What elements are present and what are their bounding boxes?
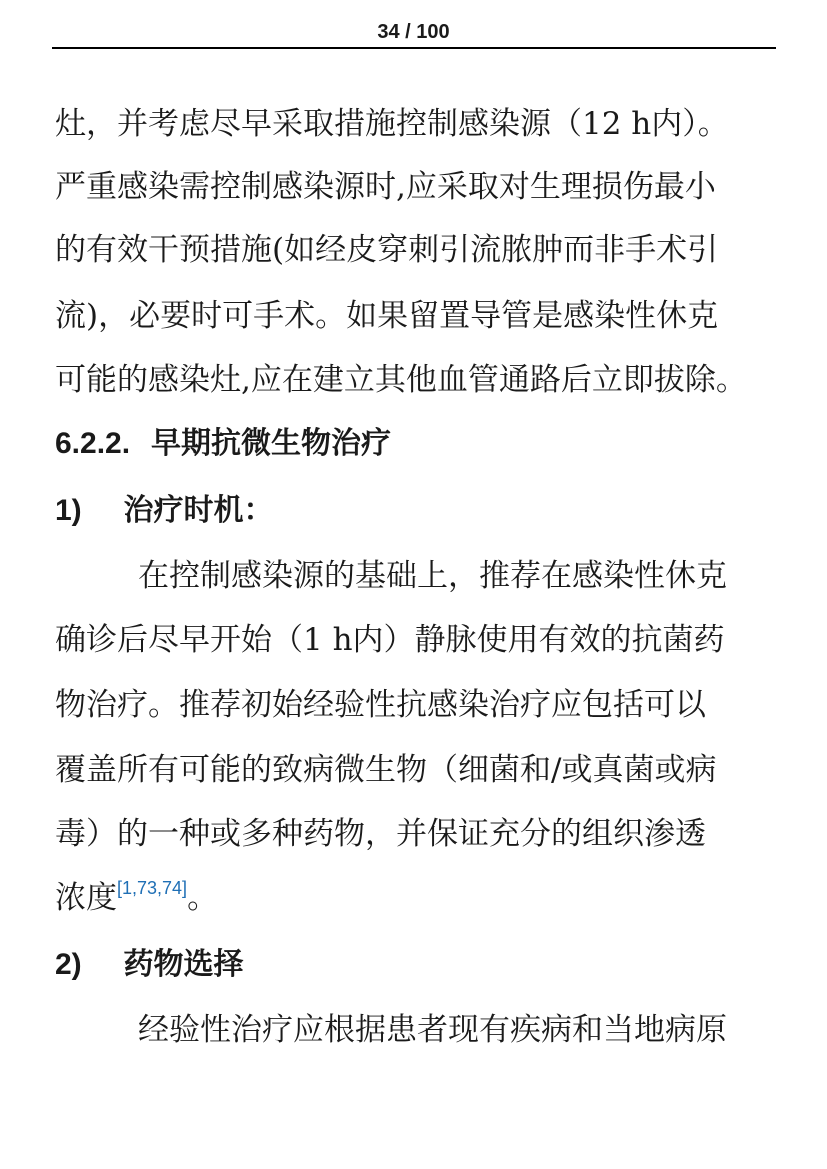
item-number: 1) (55, 494, 82, 527)
body-line: 确诊后尽早开始（1 h内）静脉使用有效的抗菌药 (55, 622, 725, 658)
body-line: 严重感染需控制感染源时,应采取对生理损伤最小 (55, 169, 716, 205)
body-line: 灶，并考虑尽早采取措施控制感染源（12 h内）。 (55, 106, 729, 142)
body-line: 经验性治疗应根据患者现有疾病和当地病原 (138, 1012, 727, 1048)
item-title: 治疗时机： (123, 493, 274, 528)
body-line: 物治疗。推荐初始经验性抗感染治疗应包括可以 (55, 687, 706, 723)
body-line: 流)，必要时可手术。如果留置导管是感染性休克 (55, 298, 719, 334)
body-text: 。 (187, 880, 219, 916)
item-heading-drug-selection (55, 945, 243, 985)
body-line: 覆盖所有可能的致病微生物（细菌和/或真菌或病 (55, 752, 717, 788)
body-line: 可能的感染灶,应在建立其他血管通路后立即拔除。 (55, 362, 747, 398)
body-line: 的有效干预措施(如经皮穿刺引流脓肿而非手术引 (55, 232, 719, 268)
item-title: 药物选择 (123, 947, 244, 982)
item-number: 2) (55, 948, 82, 981)
page-indicator: 34 / 100 (377, 21, 450, 43)
body-line: 在控制感染源的基础上，推荐在感染性休克 (138, 558, 727, 594)
section-heading (55, 424, 391, 464)
citation-link[interactable]: [1,73,74] (117, 878, 188, 898)
body-text: 浓度 (55, 880, 117, 916)
header-divider (52, 47, 776, 49)
item-heading-timing (55, 491, 273, 531)
section-title: 早期抗微生物治疗 (150, 426, 391, 461)
section-number: 6.2.2. (55, 427, 131, 460)
body-line-with-citation (55, 878, 218, 918)
body-line: 毒）的一种或多种药物，并保证充分的组织渗透 (55, 816, 706, 852)
